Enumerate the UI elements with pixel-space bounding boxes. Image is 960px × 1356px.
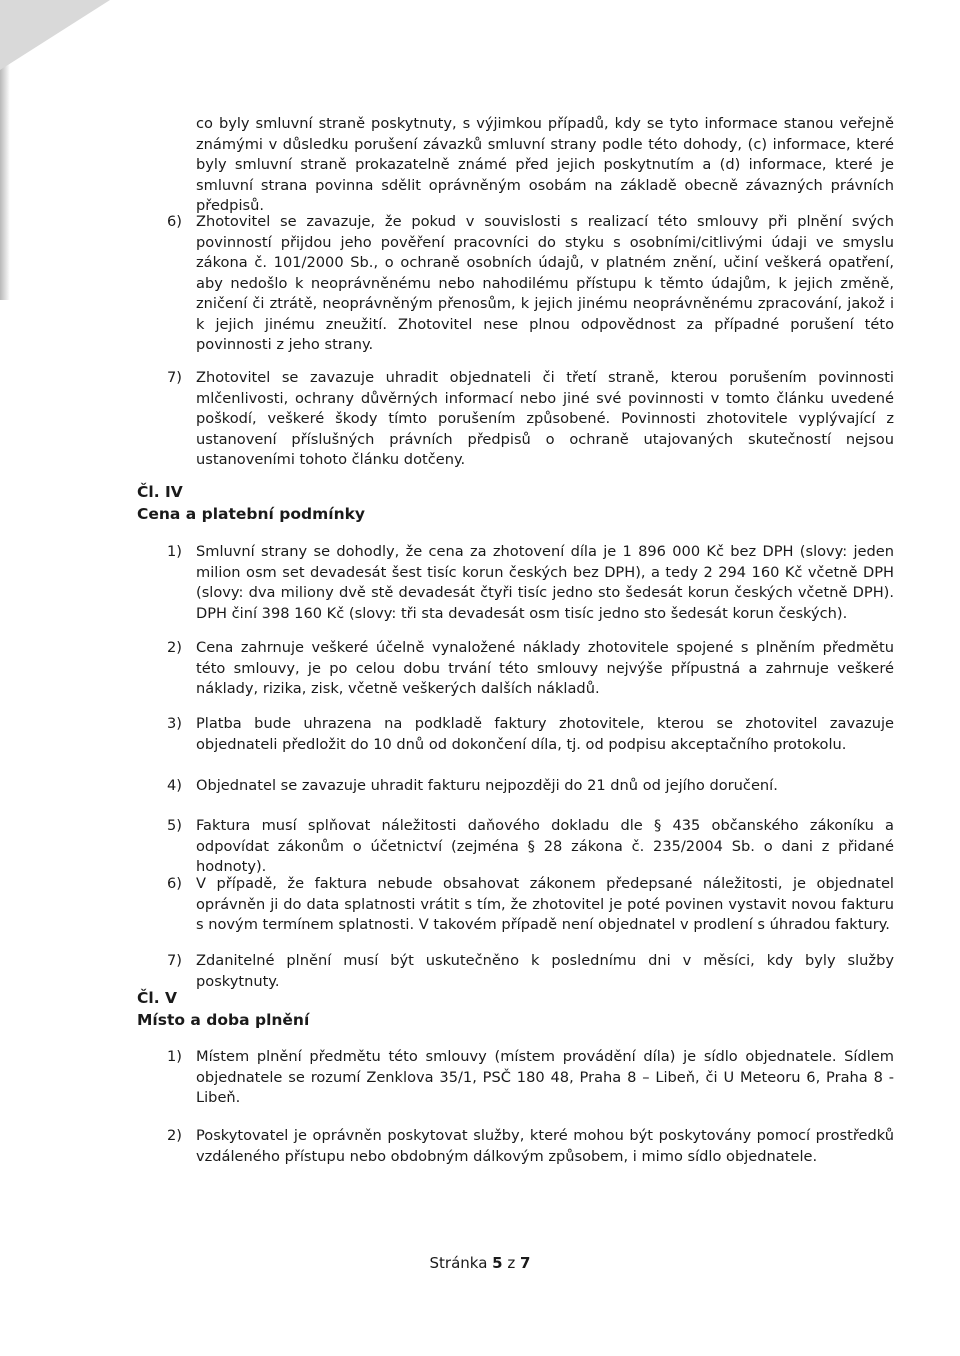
art3-item-6-number: 6)	[167, 213, 182, 230]
art5-item-1-text: Místem plnění předmětu této smlouvy (místem provádění díla) je sídlo objednatele. Sídlem objednatele se rozumí Zenklova 35/1, PSČ 180 48, Praha 8 – Libeň, či U Meteoru 6, Praha 8 - Libeň.	[196, 1048, 894, 1106]
art4-item-5-number: 5)	[167, 817, 182, 834]
art4-item-1-number: 1)	[167, 543, 182, 560]
intro-paragraph: co byly smluvní straně poskytnuty, s výjimkou případů, kdy se tyto informace stanou veřejně známými v důsledku porušení závazků smluvní strany podle této dohody, (c) informace, které byly smluvní straně prokazatelně známé před jejich poskytnutím a (d) informace, které je smluvní strana povinna sdělit oprávněným osobám na základě obecně závazných právních předpisů.	[196, 115, 894, 214]
art4-item-6-number: 6)	[167, 875, 182, 892]
page-footer	[0, 1254, 960, 1272]
article-5-title: Místo a doba plnění	[137, 1011, 310, 1029]
footer-label: Stránka	[429, 1254, 488, 1272]
art4-item-7-text: Zdanitelné plnění musí být uskutečněno k poslednímu dni v měsíci, kdy byly služby poskytnuty.	[196, 952, 894, 990]
art4-item-3-text: Platba bude uhrazena na podkladě faktury zhotovitele, kterou se zhotovitel zavazuje objednateli předložit do 10 dnů od dokončení díla, tj. od podpisu akceptačního protokolu.	[196, 715, 894, 753]
folded-corner	[0, 0, 110, 70]
footer-page-total: 7	[520, 1254, 531, 1272]
art4-item-7-number: 7)	[167, 952, 182, 969]
article-4-title: Cena a platební podmínky	[137, 505, 366, 523]
art3-item-6-text: Zhotovitel se zavazuje, že pokud v souvislosti s realizací této smlouvy při plnění svých povinností přijdou jeho pověření pracovníci do styku s osobními/citlivými údaji ve smyslu zákona č. 101/2000 Sb., o ochraně osobních údajů, v platném znění, učiní veškerá opatření, aby nedošlo k neoprávněnému nebo nahodilému přístupu k těmto údajům, k jejich změně, zničení či ztrátě, neoprávněným přenosům, k jejich jinému neoprávněnému zpracování, jakož i k jejich jinému zneužití. Zhotovitel nese plnou odpovědnost za případné porušení této povinnosti z jeho strany.	[196, 213, 894, 353]
art3-item-7-number: 7)	[167, 369, 182, 386]
art5-item-2-text: Poskytovatel je oprávněn poskytovat služby, které mohou být poskytovány pomocí prostředků vzdáleného přístupu nebo obdobným dálkovým způsobem, i mimo sídlo objednatele.	[196, 1127, 894, 1165]
art4-item-2-text: Cena zahrnuje veškeré účelně vynaložené náklady zhotovitele spojené s plněním předmětu této smlouvy, je po celou dobu trvání této smlouvy nejvýše přípustná a zahrnuje veškeré náklady, rizika, zisk, včetně veškerých dalších nákladů.	[196, 639, 894, 697]
footer-page-number: 5	[492, 1254, 503, 1272]
art5-item-1-number: 1)	[167, 1048, 182, 1065]
art4-item-3-number: 3)	[167, 715, 182, 732]
art4-item-4-number: 4)	[167, 777, 182, 794]
art3-item-7-text: Zhotovitel se zavazuje uhradit objednateli či třetí straně, kterou porušením povinnosti mlčenlivosti, ochrany důvěrných informací nebo jiné své povinnosti v tomto článku uvedené poškodí, veškeré škody tímto porušením způsobené. Povinnosti zhotovitele vyplývající z ustanovení příslušných právních předpisů o ochraně utajovaných skutečností nejsou ustanoveními tohoto článku dotčeny.	[196, 369, 894, 468]
art4-item-2-number: 2)	[167, 639, 182, 656]
article-5-number: Čl. V	[137, 989, 177, 1007]
art4-item-1-text: Smluvní strany se dohodly, že cena za zhotovení díla je 1 896 000 Kč bez DPH (slovy: jeden milion osm set devadesát šest tisíc korun českých bez DPH), a tedy 2 294 160 Kč včetně DPH (slovy: dva miliony dvě stě devadesát čtyři tisíc jedno sto šedesát korun českých včetně DPH). DPH činí 398 160 Kč (slovy: tři sta devadesát osm tisíc jedno sto šedesát korun českých).	[196, 543, 894, 622]
footer-separator: z	[507, 1254, 516, 1272]
art4-item-6-text: V případě, že faktura nebude obsahovat zákonem předepsané náležitosti, je objednatel oprávněn ji do data splatnosti vrátit s tím, že zhotovitel je poté povinen vystavit novou fakturu s novým termínem splatnosti. V takovém případě není objednatel v prodlení s úhradou faktury.	[196, 875, 894, 933]
art4-item-4-text: Objednatel se zavazuje uhradit fakturu nejpozději do 21 dnů od jejího doručení.	[196, 777, 778, 794]
art5-item-2-number: 2)	[167, 1127, 182, 1144]
article-4-number: Čl. IV	[137, 483, 183, 501]
art4-item-5-text: Faktura musí splňovat náležitosti daňového dokladu dle § 435 občanského zákoníku a odpovídat zákonům o účetnictví (zejména § 28 zákona č. 235/2004 Sb. o dani z přidané hodnoty).	[196, 817, 894, 875]
